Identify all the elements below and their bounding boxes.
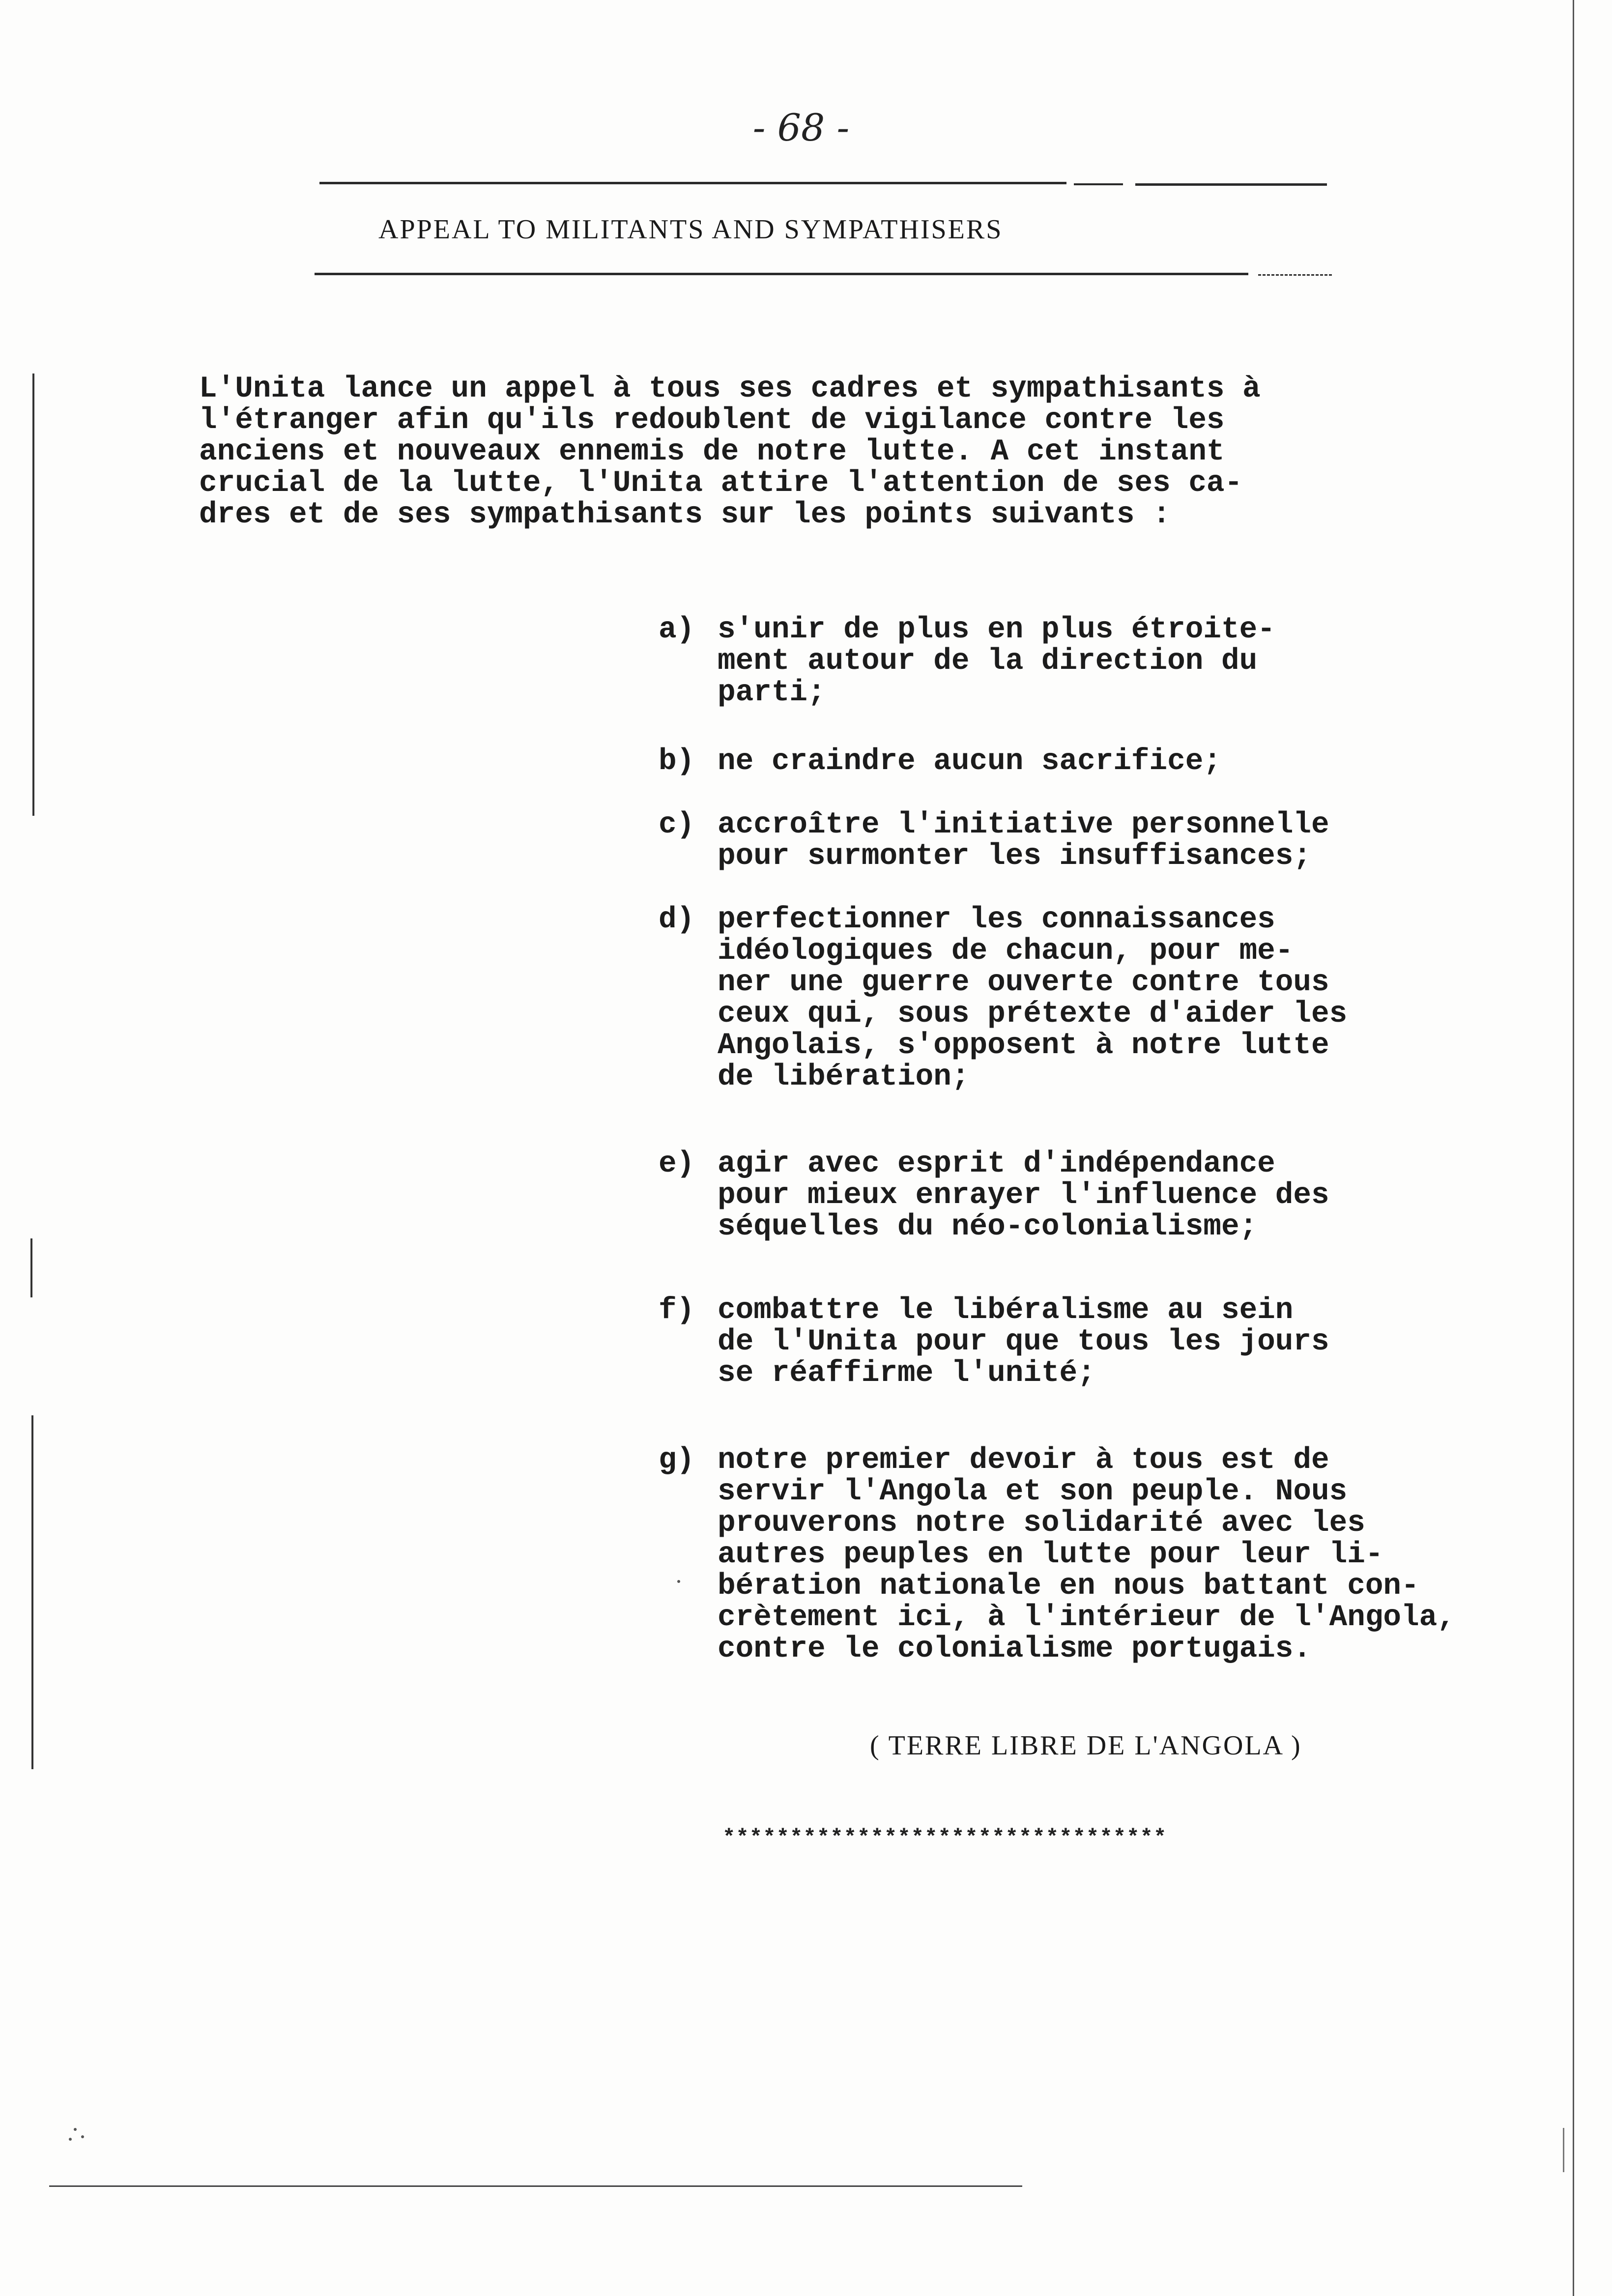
item-letter: b) xyxy=(659,745,695,778)
item-text: combattre le libéralisme au sein de l'Unita pour que tous les jours se réaffirme l'unité; xyxy=(718,1293,1329,1390)
list-item xyxy=(659,1445,1543,1665)
list-item xyxy=(659,746,1543,777)
item-letter: e) xyxy=(659,1147,695,1181)
heading-rule-bottom xyxy=(315,273,1248,275)
heading-rule-top-segment xyxy=(1135,183,1327,186)
page-title: APPEAL TO MILITANTS AND SYMPATHISERS xyxy=(378,214,1003,245)
list-item xyxy=(659,1148,1543,1243)
item-letter: d) xyxy=(659,903,695,937)
list-item xyxy=(659,904,1543,1093)
item-text: perfectionner les connaissances idéologiques de chacun, pour me- ner une guerre ouverte contre tous ceux qui, sous prétexte d'aider les Angolais, s'opposent à notre lutte de libération; xyxy=(718,903,1348,1094)
heading-rule-bottom-dashed xyxy=(1258,274,1332,276)
source-attribution: ( TERRE LIBRE DE L'ANGOLA ) xyxy=(870,1730,1302,1761)
heading-rule-top-fragment xyxy=(1074,183,1123,185)
item-letter: g) xyxy=(659,1443,695,1477)
page-edge-mark xyxy=(1563,2128,1564,2172)
list-item xyxy=(659,614,1543,709)
margin-scan-line xyxy=(31,1415,33,1769)
item-letter: a) xyxy=(659,613,695,647)
item-text: ne craindre aucun sacrifice; xyxy=(718,745,1221,778)
list-item xyxy=(659,1295,1543,1389)
page-number: - 68 - xyxy=(752,106,850,149)
scan-speck xyxy=(81,2135,84,2138)
heading-rule-top xyxy=(319,182,1066,184)
item-text: agir avec esprit d'indépendance pour mieux enrayer l'influence des séquelles du néo-colonialisme; xyxy=(718,1147,1329,1244)
intro-paragraph: L'Unita lance un appel à tous ses cadres et sympathisants à l'étranger afin qu'ils redoublent de vigilance contre les anciens et nouveaux ennemis de notre lutte. A cet instant crucial de la lutte, l'Unita attire l'attention de ses ca- dres et de ses sympathisants sur les points suivants : xyxy=(199,372,1261,532)
margin-scan-line xyxy=(32,373,34,816)
scan-speck xyxy=(74,2128,77,2131)
item-letter: f) xyxy=(659,1293,695,1327)
item-text: s'unir de plus en plus étroite- ment autour de la direction du parti; xyxy=(718,613,1275,710)
scan-speck xyxy=(677,1580,680,1583)
scan-speck xyxy=(69,2138,72,2141)
item-letter: c) xyxy=(659,808,695,842)
item-text: accroître l'initiative personnelle pour surmonter les insuffisances; xyxy=(718,808,1329,873)
item-text: notre premier devoir à tous est de servir l'Angola et son peuple. Nous prouverons notre solidarité avec les autres peuples en lutte pour leur li- bération nationale en nous battant con- crètement ici, à l'intérieur de l'Angola, contre le colonialisme portugais. xyxy=(718,1443,1455,1666)
page-edge-line xyxy=(1573,0,1574,2296)
asterisk-separator: ********************************* xyxy=(722,1826,1167,1850)
margin-scan-line xyxy=(30,1238,32,1297)
list-item xyxy=(659,809,1543,872)
footer-rule xyxy=(49,2185,1022,2187)
